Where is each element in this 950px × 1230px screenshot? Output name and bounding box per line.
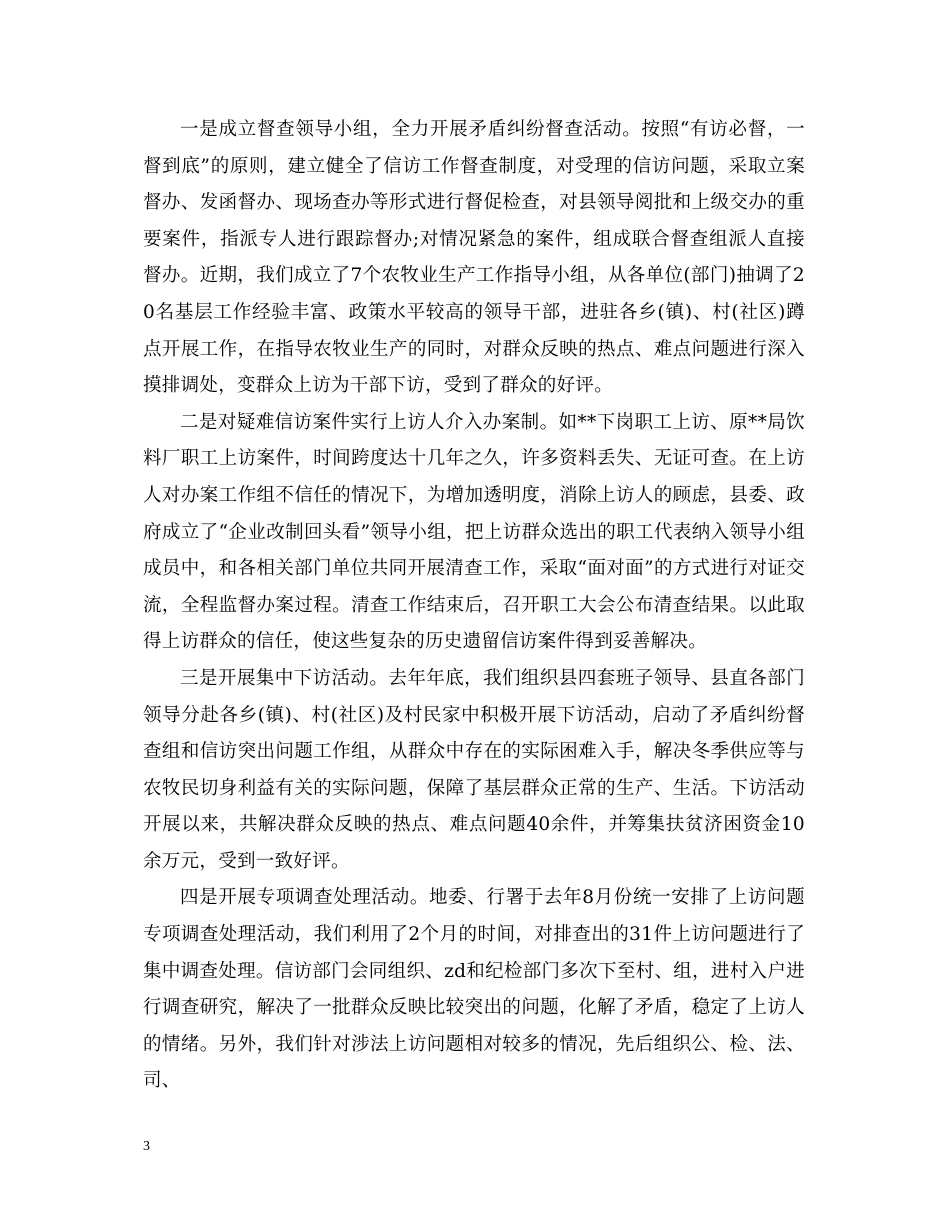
paragraph-concentrated-visits: 三是开展集中下访活动。去年年底，我们组织县四套班子领导、县直各部门领导分赴各乡(镇)、村(社区)及村民家中积极开展下访活动，启动了矛盾纠纷督查组和信访突出问题工作组，从群众中存在的实际困难入手，解决冬季供应等与农牧民切身利益有关的实际问题，保障了基层群众正常的生产、生活。下访活动开展以来，共解决群众反映的热点、难点问题40余件，并筹集扶贫济困资金10余万元，受到一致好评。 — [143, 667, 805, 872]
paragraph-supervision-group: 一是成立督查领导小组，全力开展矛盾纠纷督查活动。按照“有访必督，一督到底”的原则，建立健全了信访工作督查制度，对受理的信访问题，采取立案督办、发函督办、现场查办等形式进行督促检查，对县领导阅批和上级交办的重要案件，指派专人进行跟踪督办;对情况紧急的案件，组成联合督查组派人直接督办。近期，我们成立了7个农牧业生产工作指导小组，从各单位(部门)抽调了20名基层工作经验丰富、政策水平较高的领导干部，进驻各乡(镇)、村(社区)蹲点开展工作，在指导农牧业生产的同时，对群众反映的热点、难点问题进行深入摸排调处，变群众上访为干部下访，受到了群众的好评。 — [143, 119, 805, 397]
paragraph-petitioner-involvement: 二是对疑难信访案件实行上访人介入办案制。如**下岗职工上访、原**局饮料厂职工上访案件，时间跨度达十几年之久，许多资料丢失、无证可查。在上访人对办案工作组不信任的情况下，为增加透明度，消除上访人的顾虑，县委、政府成立了“企业改制回头看”领导小组，把上访群众选出的职工代表纳入领导小组成员中，和各相关部门单位共同开展清查工作，采取“面对面”的方式进行对证交流，全程监督办案过程。清查工作结束后，召开职工大会公布清查结果。以此取得上访群众的信任，使这些复杂的历史遗留信访案件得到妥善解决。 — [143, 411, 805, 653]
page-number: 3 — [143, 1139, 150, 1154]
document-body — [143, 112, 805, 1100]
paragraph-special-investigation: 四是开展专项调查处理活动。地委、行署于去年8月份统一安排了上访问题专项调查处理活动，我们利用了2个月的时间，对排查出的31件上访问题进行了集中调查处理。信访部门会同组织、zd和纪检部门多次下至村、组，进村入户进行调查研究，解决了一批群众反映比较突出的问题，化解了矛盾，稳定了上访人的情绪。另外，我们针对涉法上访问题相对较多的情况，先后组织公、检、法、司、 — [143, 887, 805, 1092]
